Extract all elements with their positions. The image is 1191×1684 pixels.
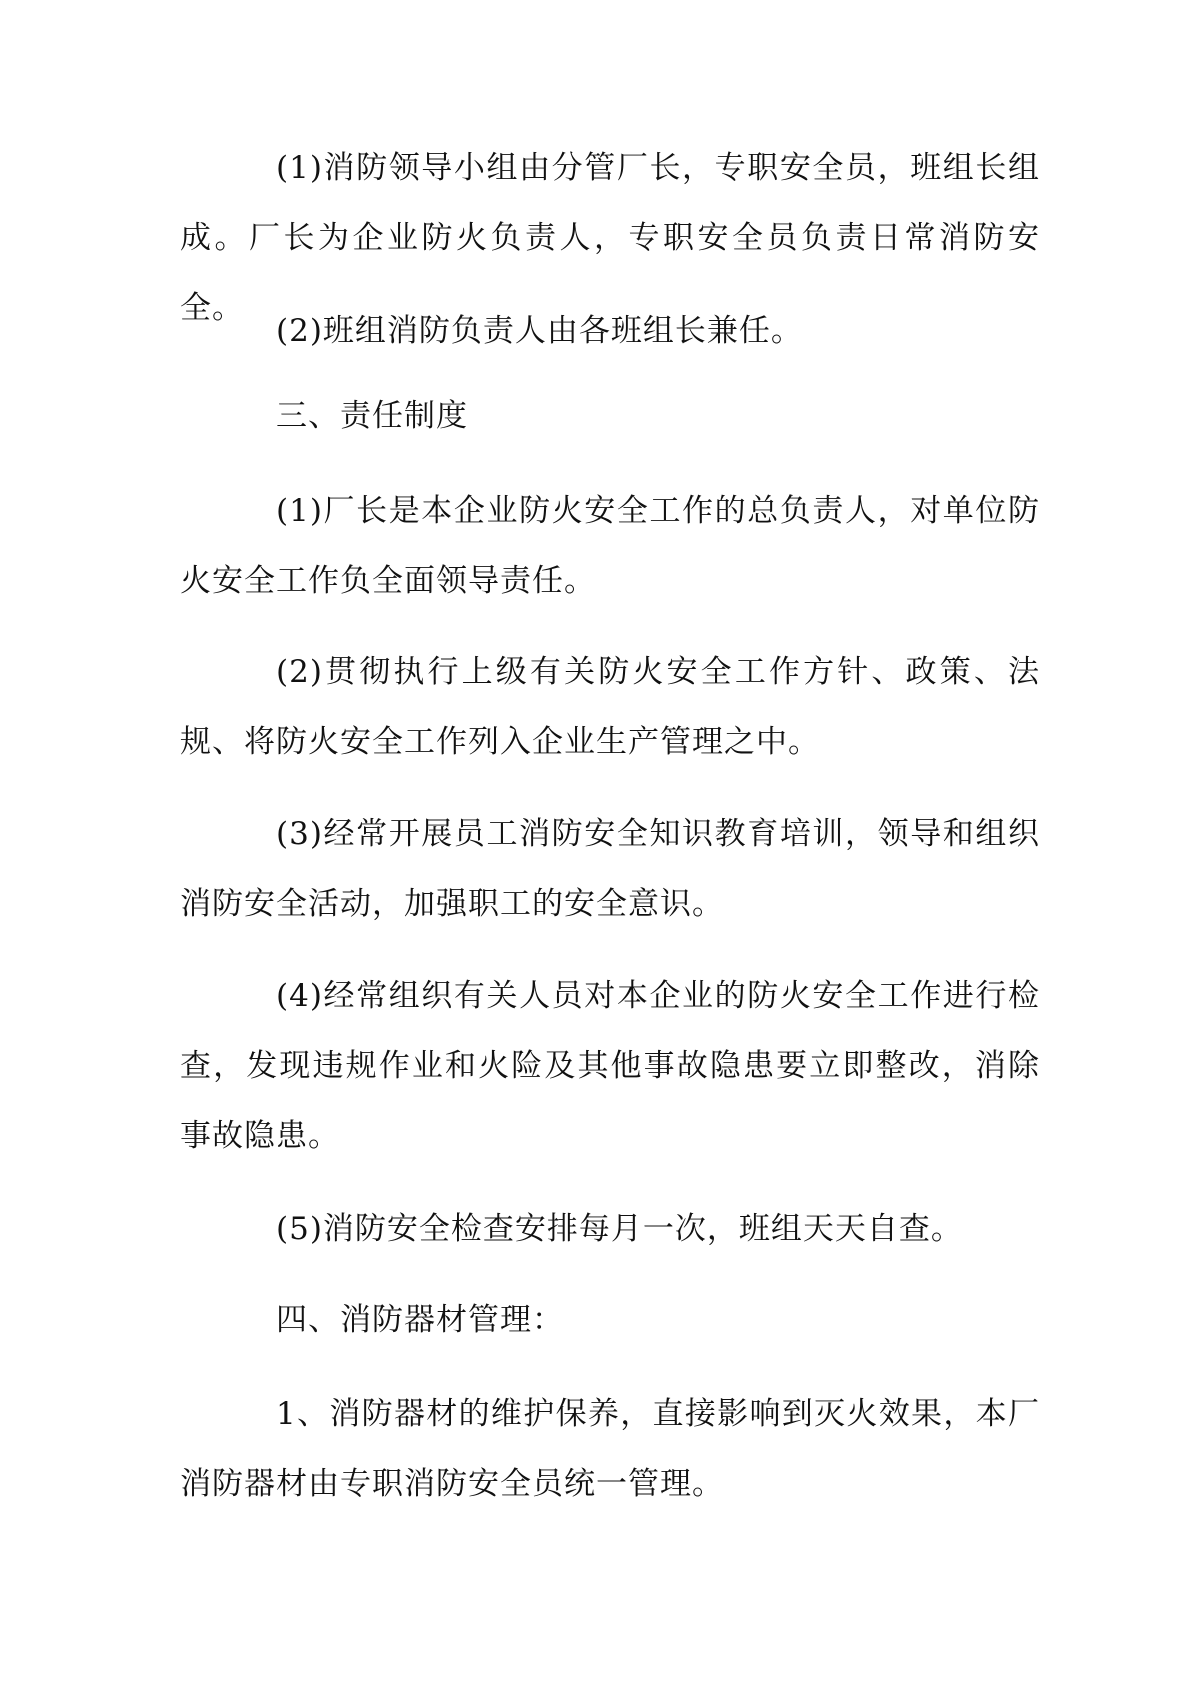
paragraph-inspection-schedule: (5)消防安全检查安排每月一次，班组天天自查。 <box>276 1211 963 1247</box>
paragraph-leadership-group: (1)消防领导小组由分管厂长，专职安全员，班组长组成。厂长为企业防火负责人，专职安全员负责日常消防安全。 <box>180 150 1040 326</box>
paragraph-inspection: (4)经常组织有关人员对本企业的防火安全工作进行检查，发现违规作业和火险及其他事故隐患要立即整改，消除事故隐患。 <box>180 978 1040 1154</box>
paragraph-director-responsibility: (1)厂长是本企业防火安全工作的总负责人，对单位防火安全工作负全面领导责任。 <box>180 493 1040 599</box>
paragraph-equipment-maintenance: 1、消防器材的维护保养，直接影响到灭火效果，本厂消防器材由专职消防安全员统一管理。 <box>180 1396 1040 1502</box>
section-heading-responsibility: 三、责任制度 <box>276 398 468 434</box>
paragraph-training: (3)经常开展员工消防安全知识教育培训，领导和组织消防安全活动，加强职工的安全意识。 <box>180 816 1040 922</box>
section-heading-equipment: 四、消防器材管理： <box>276 1302 564 1338</box>
paragraph-team-fire-lead: (2)班组消防负责人由各班组长兼任。 <box>276 313 803 349</box>
paragraph-implement-policies: (2)贯彻执行上级有关防火安全工作方针、政策、法规、将防火安全工作列入企业生产管理之中。 <box>180 654 1040 760</box>
